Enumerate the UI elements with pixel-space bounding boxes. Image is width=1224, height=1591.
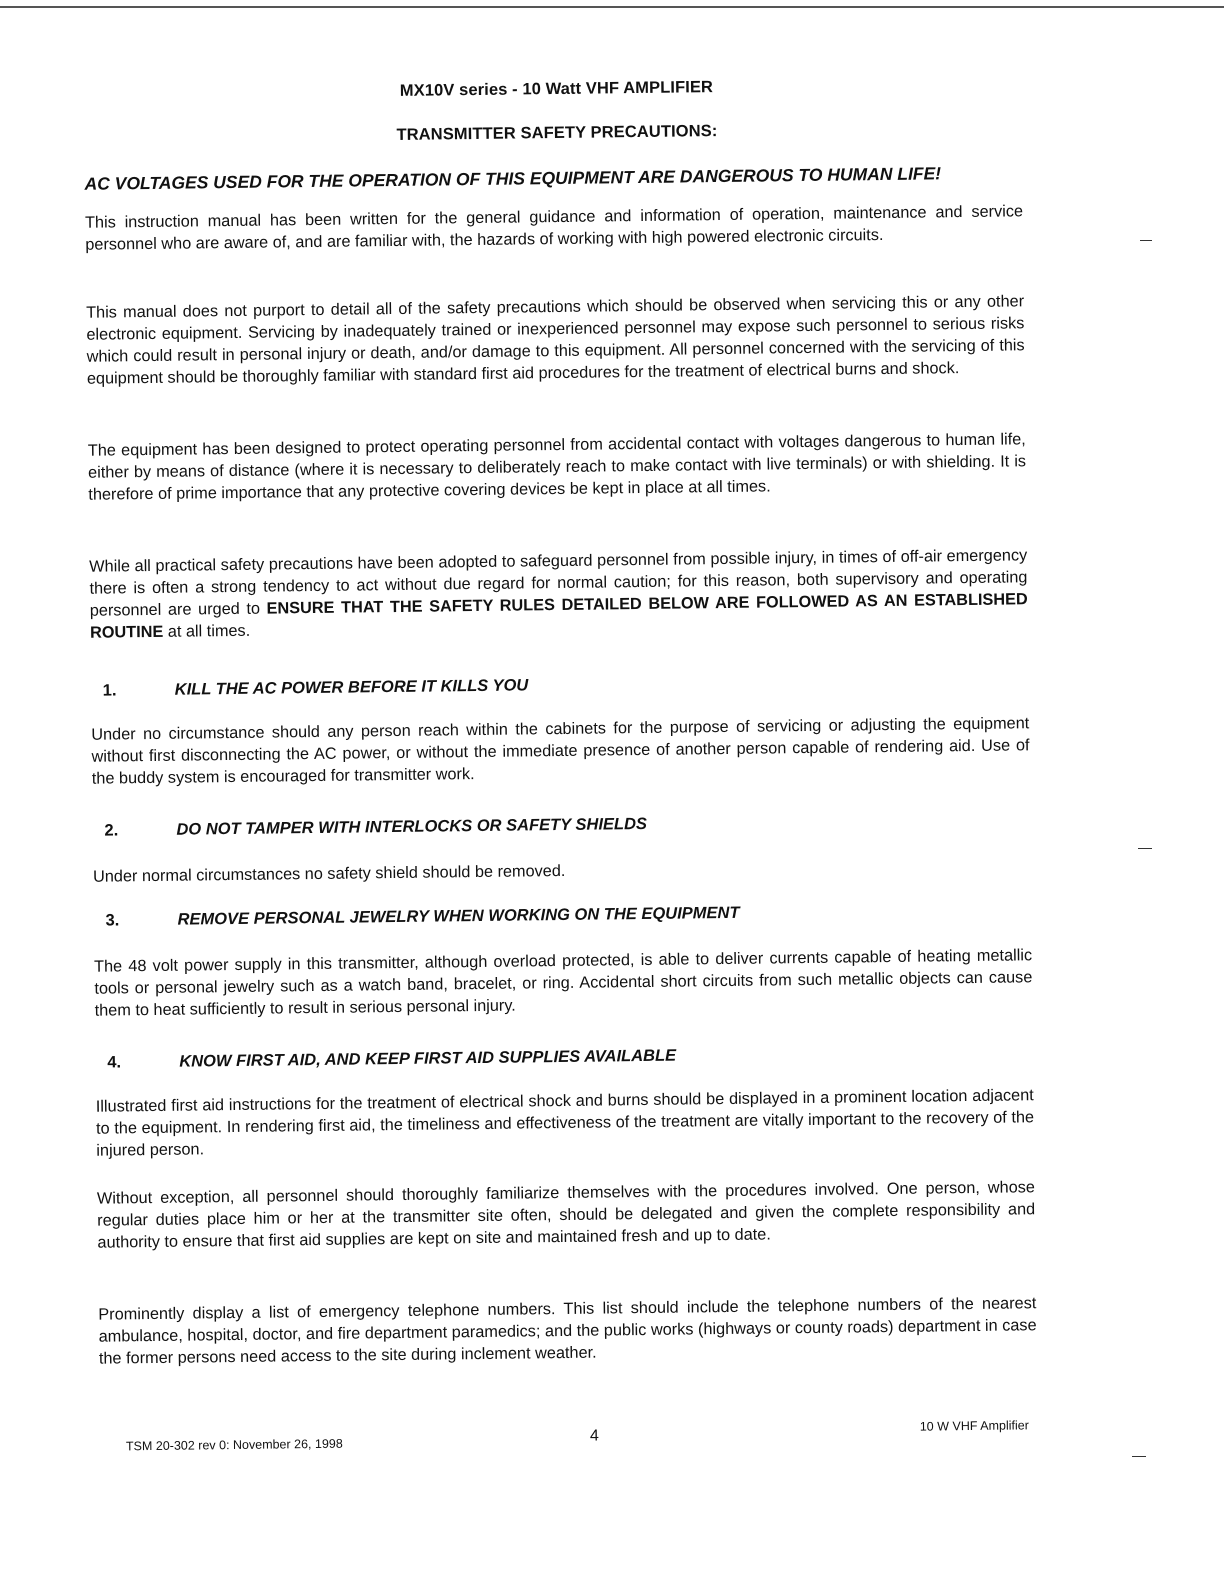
section-title: KILL THE AC POWER BEFORE IT KILLS YOU bbox=[174, 676, 529, 699]
section-paragraph: The 48 volt power supply in this transmitter, although overload protected, is able to deliver currents capable of heating metallic tools or personal jewelry such as a watch band, bracelet, or ring. Accidental short circuits from such metallic objects can cause them to heat sufficiently to result in serious personal injury. bbox=[94, 946, 1033, 1020]
section-heading bbox=[103, 671, 1003, 701]
section-title: DO NOT TAMPER WITH INTERLOCKS OR SAFETY SHIELDS bbox=[176, 814, 648, 839]
intro-paragraph: This instruction manual has been written for the general guidance and information of operation, maintenance and service personnel who are aware of, and are familiar with, the hazards of working with high powered electronic circuits. bbox=[84, 202, 1024, 254]
intro-text: While all practical safety precautions have been adopted to safeguard personnel from possible injury, in times of off-air emergency there is often a strong tendency to act without due regard for normal caution; for this reason, both supervisory and operating personnel are urged to bbox=[89, 546, 1028, 620]
intro-paragraph bbox=[89, 544, 1028, 643]
intro-text: at all times. bbox=[163, 621, 251, 641]
section-number: 1. bbox=[102, 681, 117, 700]
section-heading bbox=[105, 901, 1005, 931]
section-heading bbox=[104, 811, 1004, 841]
intro-paragraph: This manual does not purport to detail all of the safety precautions which should be observed when servicing this or any other electronic equipment. Servicing by inadequately trained or inexperienced personnel may expose such personnel to serious risks which could result in personal injury or death, and/or damage to this equipment. All personnel concerned with the servicing of this equipment should be thoroughly familiar with standard first aid procedures for the treatment of electrical burns and shock. bbox=[86, 292, 1025, 388]
section-title: KNOW FIRST AID, AND KEEP FIRST AID SUPPLIES AVAILABLE bbox=[179, 1046, 677, 1071]
footer-doc-id: TSM 20-302 rev 0: November 26, 1998 bbox=[125, 1436, 343, 1454]
section-paragraph: Prominently display a list of emergency telephone numbers. This list should include the telephone numbers of the nearest ambulance, hospital, doctor, and fire department paramedics; and the public works (highways or county roads) department in case the former persons need access to the site during inclement weather. bbox=[98, 1294, 1037, 1368]
document-subtitle: TRANSMITTER SAFETY PRECAUTIONS: bbox=[396, 122, 718, 144]
section-paragraph: Under no circumstance should any person reach within the cabinets for the purpose of servicing or adjusting the equipment without first disconnecting the AC power, or without the immediate presence of another person capable of rendering aid. Use of the buddy system is encouraged for transmitter work. bbox=[91, 714, 1030, 788]
page-number: 4 bbox=[589, 1427, 599, 1445]
footer-product: 10 W VHF Amplifier bbox=[919, 1418, 1029, 1434]
warning-heading: AC VOLTAGES USED FOR THE OPERATION OF THIS EQUIPMENT ARE DANGEROUS TO HUMAN LIFE! bbox=[84, 163, 942, 194]
section-paragraph: Under normal circumstances no safety shield should be removed. bbox=[92, 861, 566, 886]
section-paragraph: Illustrated first aid instructions for the treatment of electrical shock and burns should be displayed in a prominent location adjacent to the equipment. In rendering first aid, the timeliness and effectiveness of the treatment are vitally important to the recovery of the injured person. bbox=[95, 1086, 1035, 1160]
intro-emphasis: ENSURE THAT THE SAFETY RULES DETAILED BELOW ARE FOLLOWED AS AN ESTABLISHED ROUTINE bbox=[89, 590, 1028, 642]
section-number: 3. bbox=[105, 911, 120, 930]
section-number: 4. bbox=[107, 1053, 122, 1072]
section-heading bbox=[107, 1043, 1007, 1073]
section-number: 2. bbox=[104, 821, 119, 840]
section-paragraph: Without exception, all personnel should thoroughly familiarize themselves with the procedures involved. One person, whose regular duties place him or her at the transmitter site often, should be delegated and given the complete responsibility and authority to ensure that first aid supplies are kept on site and maintained fresh and up to date. bbox=[96, 1178, 1036, 1252]
intro-paragraph: The equipment has been designed to protect operating personnel from accidental contact with voltages dangerous to human life, either by means of distance (where it is necessary to deliberately reach to make contact with live terminals) or with shielding. It is therefore of prime importance that any protective covering devices be kept in place at all times. bbox=[87, 430, 1027, 504]
document-title: MX10V series - 10 Watt VHF AMPLIFIER bbox=[399, 78, 714, 100]
section-title: REMOVE PERSONAL JEWELRY WHEN WORKING ON THE EQUIPMENT bbox=[177, 903, 740, 929]
